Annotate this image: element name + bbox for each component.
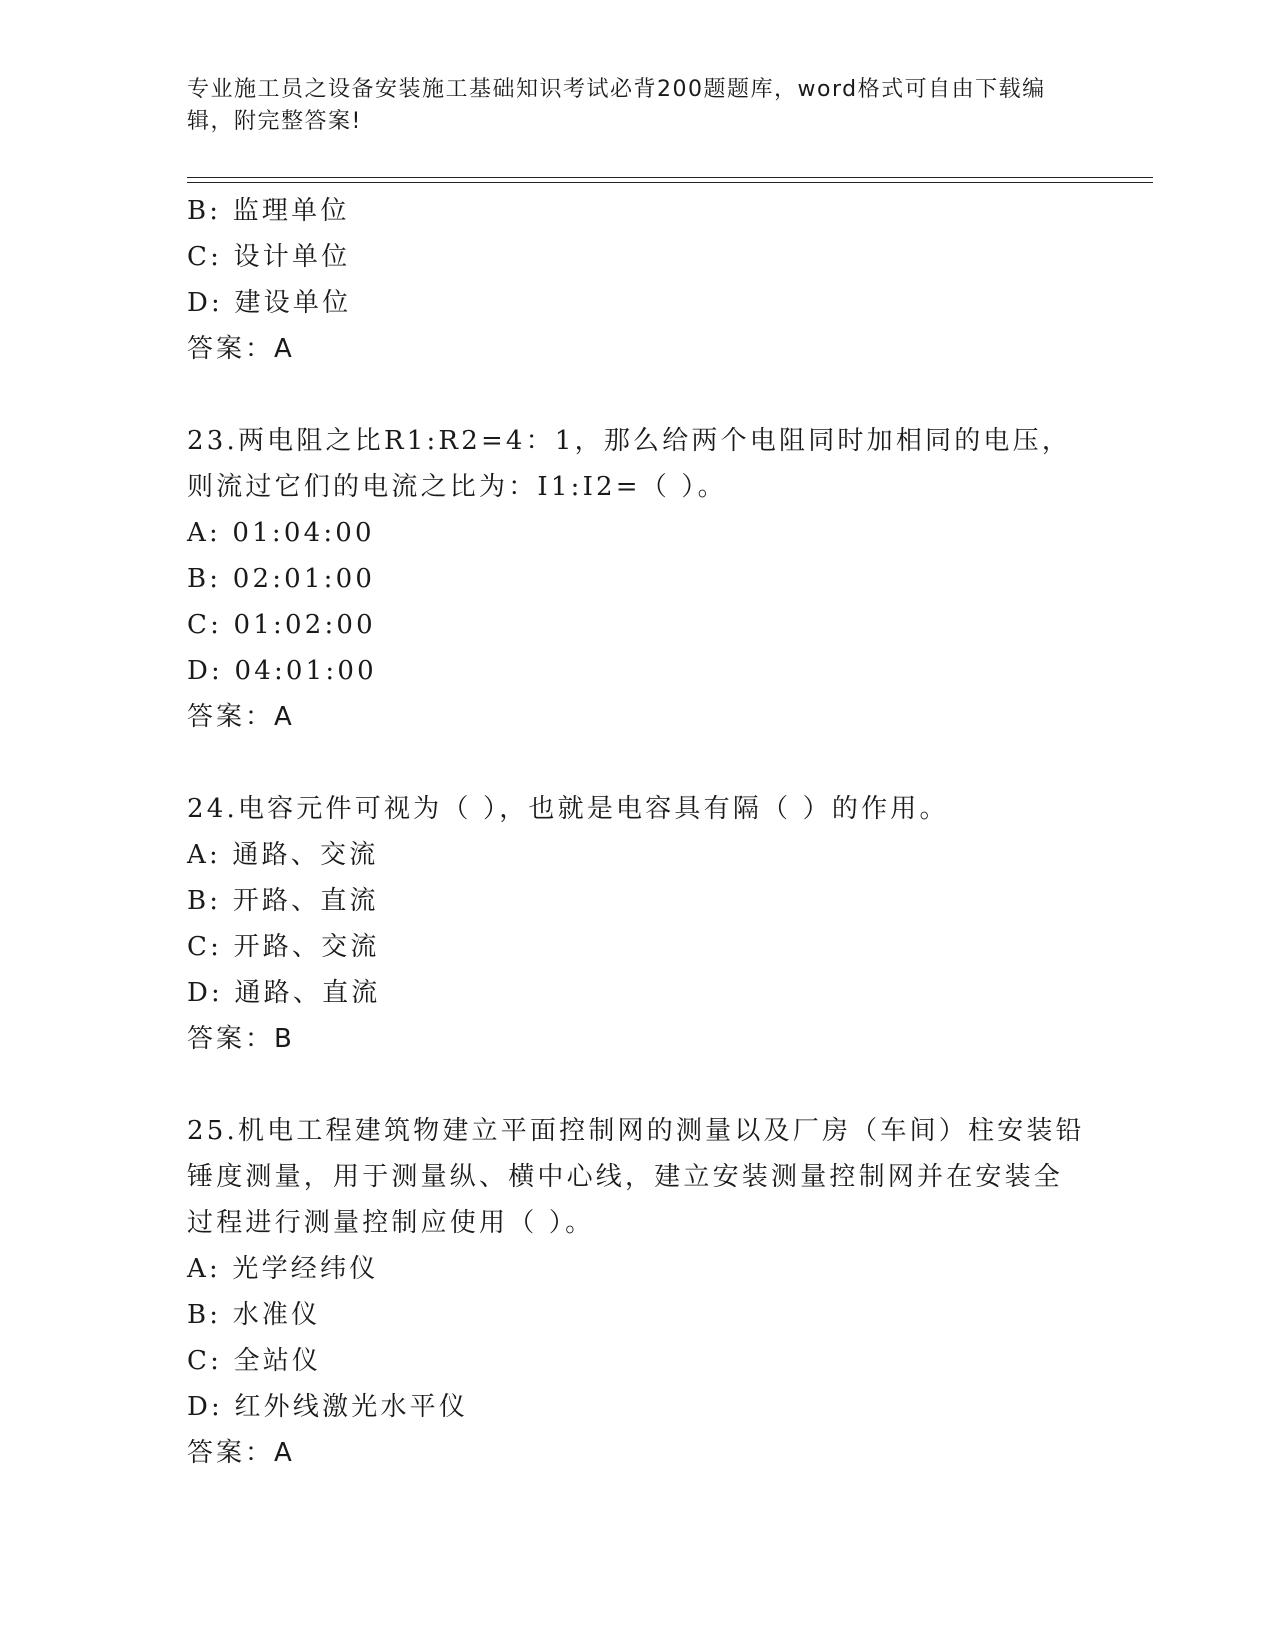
answer-line: 答案：B — [187, 1024, 295, 1054]
option-a: A: 光学经纬仪 — [187, 1254, 379, 1284]
option-c: C: 设计单位 — [187, 242, 351, 272]
option-b: B: 水准仪 — [187, 1300, 321, 1330]
option-a: A: 通路、交流 — [187, 840, 379, 870]
option-d: D: 04:01:00 — [187, 656, 377, 686]
document-header: 专业施工员之设备安装施工基础知识考试必背200题题库，word格式可自由下载编辑，附完整答案! — [187, 77, 1046, 134]
header-divider-top — [187, 177, 1153, 178]
option-c: C: 全站仪 — [187, 1346, 322, 1376]
question-block — [187, 1108, 1087, 1476]
prev-question-block — [187, 188, 1087, 372]
option-c: C: 01:02:00 — [187, 610, 376, 640]
option-b: B: 02:01:00 — [187, 564, 376, 594]
answer-line: 答案：A — [187, 334, 295, 364]
option-b: B: 监理单位 — [187, 196, 350, 226]
option-a: A: 01:04:00 — [187, 518, 375, 548]
question-block — [187, 786, 1087, 1062]
question-stem: 24.电容元件可视为（ ），也就是电容具有隔（ ）的作用。 — [187, 794, 949, 824]
question-block — [187, 418, 1087, 740]
answer-line: 答案：A — [187, 702, 295, 732]
question-stem: 23.两电阻之比R1:R2=4：1，那么给两个电阻同时加相同的电压，则流过它们的电流之比为：I1:I2=（ ）。 — [187, 426, 1072, 502]
spacer — [187, 1062, 1087, 1108]
spacer — [187, 372, 1087, 418]
spacer — [187, 740, 1087, 786]
answer-line: 答案：A — [187, 1438, 295, 1468]
option-b: B: 开路、直流 — [187, 886, 379, 916]
option-d: D: 通路、直流 — [187, 978, 381, 1008]
option-c: C: 开路、交流 — [187, 932, 380, 962]
option-d: D: 红外线激光水平仪 — [187, 1392, 469, 1422]
question-content — [187, 188, 1087, 1476]
option-d: D: 建设单位 — [187, 288, 352, 318]
header-divider-bottom — [187, 182, 1153, 183]
question-stem: 25.机电工程建筑物建立平面控制网的测量以及厂房（车间）柱安装铅锤度测量，用于测量纵、横中心线，建立安装测量控制网并在安装全过程进行测量控制应使用（ ）。 — [187, 1116, 1085, 1238]
